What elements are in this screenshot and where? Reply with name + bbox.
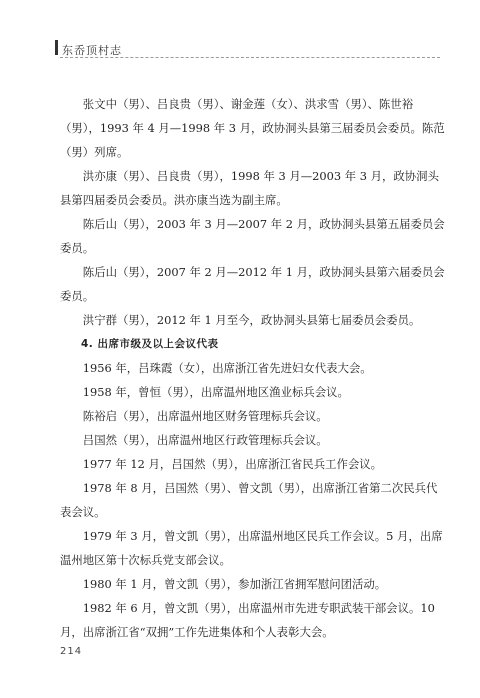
paragraph: 张文中（男）、吕良贵（男）、谢金莲（女）、洪求雪（男）、陈世裕（男），1993 年 4 月—1998 年 3 月，政协洞头县第三届委员会委员。陈范（男）列席。: [60, 97, 445, 159]
paragraph: 1980 年 1 月，曾文凯（男），参加浙江省拥军慰问团活动。: [82, 577, 387, 591]
paragraph: 1977 年 12 月，吕国然（男），出席浙江省民兵工作会议。: [82, 457, 383, 471]
paragraph: 1956 年，吕珠霞（女），出席浙江省先进妇女代表大会。: [82, 361, 372, 375]
paragraph: 洪宁群（男），2012 年 1 月至今，政协洞头县第七届委员会委员。: [82, 313, 421, 327]
paragraph: 1958 年，曾恒（男），出席温州地区渔业标兵会议。: [82, 385, 349, 399]
paragraph: 陈后山（男），2003 年 3 月—2007 年 2 月，政协洞头县第五届委员会委员。: [60, 217, 445, 255]
paragraph: 洪亦康（男）、吕良贵（男），1998 年 3 月—2003 年 3 月，政协洞头县第四届委员会委员。洪亦康当选为副主席。: [60, 169, 439, 207]
paragraph: 1982 年 6 月，曾文凯（男），出席温州市先进专职武装干部会议。10 月，出席浙江省“双拥”工作先进集体和个人表彰大会。: [60, 601, 435, 639]
section-heading: 4. 出席市级及以上会议代表: [81, 338, 219, 350]
paragraph: 1979 年 3 月，曾文凯（男），出席温州地区民兵工作会议。5 月，出席温州地区第十次标兵党支部会议。: [60, 529, 443, 567]
paragraph: 陈后山（男），2007 年 2 月—2012 年 1 月，政协洞头县第六届委员会委员。: [60, 265, 445, 303]
page-body: [60, 92, 448, 644]
header-divider: [60, 57, 440, 58]
header-marker-bar: [55, 40, 58, 55]
paragraph: 1978 年 8 月，吕国然（男）、曾文凯（男），出席浙江省第二次民兵代表会议。: [60, 481, 438, 519]
paragraph: 吕国然（男），出席温州地区行政管理标兵会议。: [82, 433, 328, 447]
running-header-title: 东岙顶村志: [62, 44, 122, 57]
paragraph: 陈裕启（男），出席温州地区财务管理标兵会议。: [82, 409, 328, 423]
page-number: 214: [60, 646, 83, 657]
